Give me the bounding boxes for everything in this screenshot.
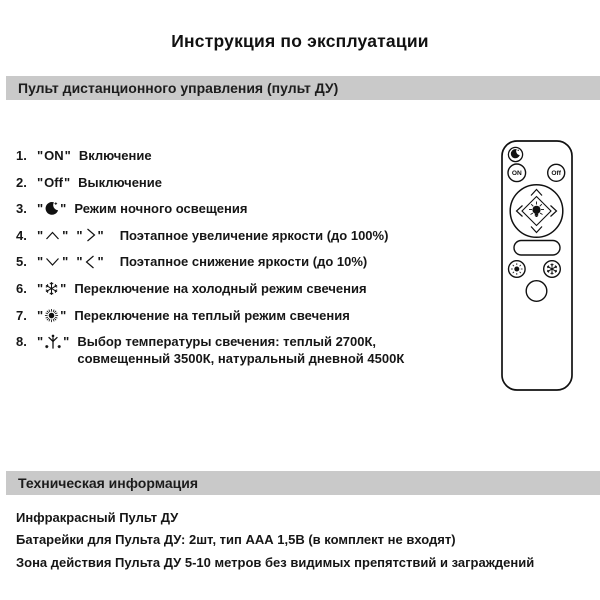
instruction-item-3	[16, 200, 491, 217]
quote-mark: "	[76, 227, 83, 243]
remote-brightness-dpad	[510, 185, 563, 238]
item-text: Включение	[78, 148, 152, 163]
instruction-item-4	[16, 227, 491, 244]
instruction-item-7	[16, 307, 491, 324]
quote-mark: "	[97, 254, 104, 270]
remote-night-mode-button	[508, 147, 522, 161]
item-number: 3.	[16, 201, 27, 217]
quote-mark: "	[63, 174, 71, 190]
item-number: 6.	[16, 280, 27, 296]
quote-mark: "	[60, 201, 67, 217]
remote-off-label: Off	[551, 170, 561, 178]
remote-round-button	[526, 281, 547, 302]
on-label: ON	[44, 148, 64, 163]
quote-mark: "	[37, 307, 44, 323]
remote-body	[502, 141, 572, 390]
item-text: Переключение на холодный режим свечения	[74, 280, 367, 296]
chevron-up-icon	[44, 228, 61, 243]
bulb-icon	[529, 202, 544, 218]
quote-mark: "	[64, 148, 71, 163]
page-title: Инструкция по эксплуатации	[171, 31, 429, 51]
instruction-item-5	[16, 253, 491, 270]
chevron-left-icon	[84, 254, 97, 270]
tech-info-line: Инфракрасный Пульт ДУ	[16, 510, 179, 525]
item-text: Поэтапное снижение яркости (до 10%)	[119, 254, 368, 270]
chevron-down-icon	[531, 227, 542, 233]
item-text: Поэтапное увеличение яркости (до 100%)	[119, 227, 389, 243]
quote-mark: "	[62, 227, 69, 243]
quote-mark: "	[37, 254, 44, 270]
quote-mark: "	[37, 201, 44, 217]
item-number: 7.	[16, 307, 27, 323]
chevron-up-icon	[531, 190, 542, 196]
tech-info-line: Батарейки для Пульта ДУ: 2шт, тип ААА 1,5В (в комплект не входят)	[16, 532, 456, 548]
quote-mark: "	[37, 227, 44, 243]
remote-on-button	[508, 164, 526, 182]
item-text: Режим ночного освещения	[74, 201, 248, 217]
item-number: 8.	[16, 334, 27, 350]
remote-control-diagram	[501, 140, 573, 391]
quote-mark: "	[63, 334, 70, 350]
quote-mark: "	[60, 280, 67, 296]
instruction-item-6	[16, 280, 491, 297]
quote-mark: "	[62, 254, 69, 270]
item-number: 2.	[16, 174, 27, 190]
quote-mark: "	[37, 148, 44, 163]
color-temperature-icon	[44, 334, 62, 350]
item-number: 4.	[16, 227, 27, 243]
instruction-item-1	[16, 147, 491, 164]
off-label-group	[36, 174, 71, 191]
quote-mark: "	[37, 174, 44, 190]
instruction-item-2	[16, 174, 491, 191]
chevron-down-icon	[44, 254, 61, 269]
warm-light-icon	[44, 308, 59, 323]
section-header-tech-label: Техническая информация	[18, 475, 199, 491]
on-label-group	[36, 147, 72, 164]
instruction-list	[16, 147, 491, 377]
item-text: Переключение на теплый режим свечения	[74, 307, 350, 323]
warm-light-icon	[511, 263, 523, 275]
item-number: 1.	[16, 148, 27, 163]
quote-mark: "	[37, 334, 44, 350]
snowflake-icon	[44, 281, 59, 296]
section-header-remote-label: Пульт дистанционного управления (пульт ДУ)	[18, 80, 339, 96]
quote-mark: "	[97, 227, 104, 243]
tech-info-line: Зона действия Пульта ДУ 5-10 метров без видимых препятствий и заграждений	[16, 554, 535, 570]
off-label: Off	[44, 174, 63, 190]
item-text: Выключение	[78, 174, 162, 190]
snowflake-icon	[546, 263, 557, 274]
section-header-remote	[6, 76, 600, 100]
remote-on-label: ON	[511, 170, 522, 178]
tech-info	[16, 507, 534, 574]
remote-pill-button	[514, 241, 560, 256]
remote-off-button	[548, 164, 565, 181]
item-number: 5.	[16, 254, 27, 270]
quote-mark: "	[37, 280, 44, 296]
section-header-tech	[6, 471, 600, 495]
chevron-right-icon	[84, 227, 97, 243]
instruction-item-8	[16, 333, 491, 367]
remote-cold-mode-button	[544, 261, 561, 278]
item-text: Выбор температуры свечения: теплый 2700К, совмещенный 3500К, натуральный дневной 4500К	[77, 334, 405, 367]
quote-mark: "	[76, 254, 83, 270]
remote-warm-mode-button	[509, 261, 526, 278]
moon-icon	[44, 201, 59, 216]
quote-mark: "	[60, 307, 67, 323]
